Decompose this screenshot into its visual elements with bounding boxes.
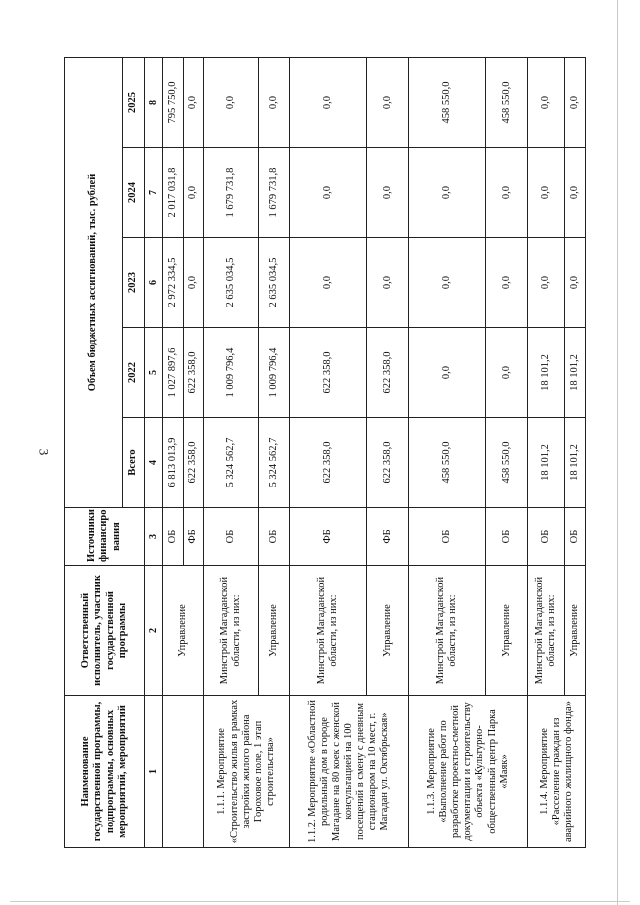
row-source-cell: ОБ [485, 508, 528, 566]
row-executor-cell: Управление [163, 566, 204, 696]
row-value-cell: 1 009 796,4 [259, 328, 290, 418]
row-value-cell: 6 813 013,9 [163, 418, 184, 508]
row-value-cell: 0,0 [259, 57, 290, 147]
row-value-cell: 0,0 [565, 238, 586, 328]
table-row [163, 57, 184, 847]
row-value-cell: 2 635 034,5 [204, 238, 259, 328]
row-value-cell: 0,0 [183, 57, 204, 147]
row-value-cell: 0,0 [565, 148, 586, 238]
row-executor-cell: Минстрой Магаданской области, из них: [409, 566, 486, 696]
row-value-cell: 0,0 [485, 148, 528, 238]
row-value-cell: 622 358,0 [366, 418, 409, 508]
scan-bottom-line [10, 901, 630, 902]
row-source-cell: ОБ [409, 508, 486, 566]
row-executor-cell: Управление [259, 566, 290, 696]
row-value-cell: 1 027 897,6 [163, 328, 184, 418]
row-source-cell: ОБ [565, 508, 586, 566]
header-year-2024: 2024 [123, 148, 145, 238]
header-budget: Объем бюджетных ассигнований, тыс. рублей [65, 57, 123, 507]
row-executor-cell: Минстрой Магаданской области, из них: [290, 566, 367, 696]
row-name-cell [163, 696, 204, 848]
index-cell: 7 [145, 148, 163, 238]
row-value-cell: 18 101,2 [528, 328, 565, 418]
table-row [409, 57, 486, 847]
row-executor-cell: Управление [565, 566, 586, 696]
row-value-cell: 622 358,0 [290, 418, 367, 508]
row-executor-cell: Минстрой Магаданской области, из них: [204, 566, 259, 696]
index-cell: 3 [145, 508, 163, 566]
header-name: Наименование государственной программы, подпрограммы, основных мероприятий, мероприятий [65, 696, 145, 848]
index-cell: 8 [145, 57, 163, 147]
header-year-total: Всего [123, 418, 145, 508]
row-value-cell: 0,0 [183, 238, 204, 328]
row-source-cell: ФБ [183, 508, 204, 566]
row-name-cell: 1.1.3. Мероприятие «Выполнение работ по разработке проектно-сметной документации и строительству объекта «Культурно-общественный центр Парка «Маяк» [409, 696, 528, 848]
table-row [290, 57, 367, 847]
row-value-cell: 0,0 [485, 238, 528, 328]
header-year-2022: 2022 [123, 328, 145, 418]
row-executor-cell: Минстрой Магаданской области, из них: [528, 566, 565, 696]
row-value-cell: 622 358,0 [183, 418, 204, 508]
row-value-cell: 5 324 562,7 [204, 418, 259, 508]
row-value-cell: 622 358,0 [366, 328, 409, 418]
row-value-cell: 0,0 [290, 238, 367, 328]
row-value-cell: 458 550,0 [409, 418, 486, 508]
row-value-cell: 1 009 796,4 [204, 328, 259, 418]
row-value-cell: 0,0 [528, 148, 565, 238]
budget-table [64, 57, 586, 848]
index-cell: 5 [145, 328, 163, 418]
row-value-cell: 18 101,2 [565, 328, 586, 418]
index-cell: 1 [145, 696, 163, 848]
row-name-cell: 1.1.4. Мероприятие «Расселение граждан из аварийного жилищного фонда» [528, 696, 586, 848]
row-value-cell: 18 101,2 [565, 418, 586, 508]
table-row [528, 57, 565, 847]
row-value-cell: 5 324 562,7 [259, 418, 290, 508]
row-value-cell: 2 635 034,5 [259, 238, 290, 328]
row-value-cell: 2 972 334,5 [163, 238, 184, 328]
row-value-cell: 458 550,0 [409, 57, 486, 147]
row-value-cell: 0,0 [290, 57, 367, 147]
index-cell: 4 [145, 418, 163, 508]
row-source-cell: ФБ [366, 508, 409, 566]
row-value-cell: 622 358,0 [290, 328, 367, 418]
row-value-cell: 622 358,0 [183, 328, 204, 418]
row-value-cell: 458 550,0 [485, 418, 528, 508]
row-value-cell: 0,0 [528, 238, 565, 328]
row-value-cell: 0,0 [409, 328, 486, 418]
header-executor: Ответственный исполнитель, участник государственной программы [65, 566, 145, 696]
row-value-cell: 0,0 [409, 238, 486, 328]
header-year-2023: 2023 [123, 238, 145, 328]
row-value-cell: 458 550,0 [485, 57, 528, 147]
row-value-cell: 0,0 [204, 57, 259, 147]
row-value-cell: 0,0 [366, 148, 409, 238]
row-source-cell: ОБ [528, 508, 565, 566]
header-row-1 [65, 57, 123, 847]
row-value-cell: 18 101,2 [528, 418, 565, 508]
table-row [204, 57, 259, 847]
header-source: Источники финансиро вания [65, 508, 145, 566]
row-executor-cell: Управление [366, 566, 409, 696]
row-value-cell: 0,0 [528, 57, 565, 147]
row-value-cell: 0,0 [485, 328, 528, 418]
row-source-cell: ФБ [290, 508, 367, 566]
row-value-cell: 2 017 031,8 [163, 148, 184, 238]
header-year-2025: 2025 [123, 57, 145, 147]
row-value-cell: 0,0 [565, 57, 586, 147]
row-source-cell: ОБ [204, 508, 259, 566]
row-value-cell: 0,0 [183, 148, 204, 238]
scan-edge-line [617, 0, 618, 905]
row-value-cell: 0,0 [290, 148, 367, 238]
page-number: 3 [36, 448, 52, 456]
index-cell: 2 [145, 566, 163, 696]
index-cell: 6 [145, 238, 163, 328]
row-source-cell: ОБ [163, 508, 184, 566]
row-source-cell: ОБ [259, 508, 290, 566]
row-name-cell: 1.1.2. Мероприятие «Областной родильный дом в городе Магадане на 80 коек с женской консультацией на 100 посещений в смену с дневным стационаром на 10 мест, г. Магадан ул. Октябрьская» [290, 696, 409, 848]
row-value-cell: 1 679 731,8 [204, 148, 259, 238]
rotated-table-wrapper [64, 58, 586, 848]
index-row [145, 57, 163, 847]
row-value-cell: 0,0 [409, 148, 486, 238]
row-value-cell: 0,0 [366, 238, 409, 328]
row-value-cell: 1 679 731,8 [259, 148, 290, 238]
row-value-cell: 0,0 [366, 57, 409, 147]
row-executor-cell: Управление [485, 566, 528, 696]
row-name-cell: 1.1.1. Мероприятие «Строительство жилья в рамках застройки жилого района Гороховое поле, 1 этап строительства» [204, 696, 290, 848]
row-value-cell: 795 750,0 [163, 57, 184, 147]
